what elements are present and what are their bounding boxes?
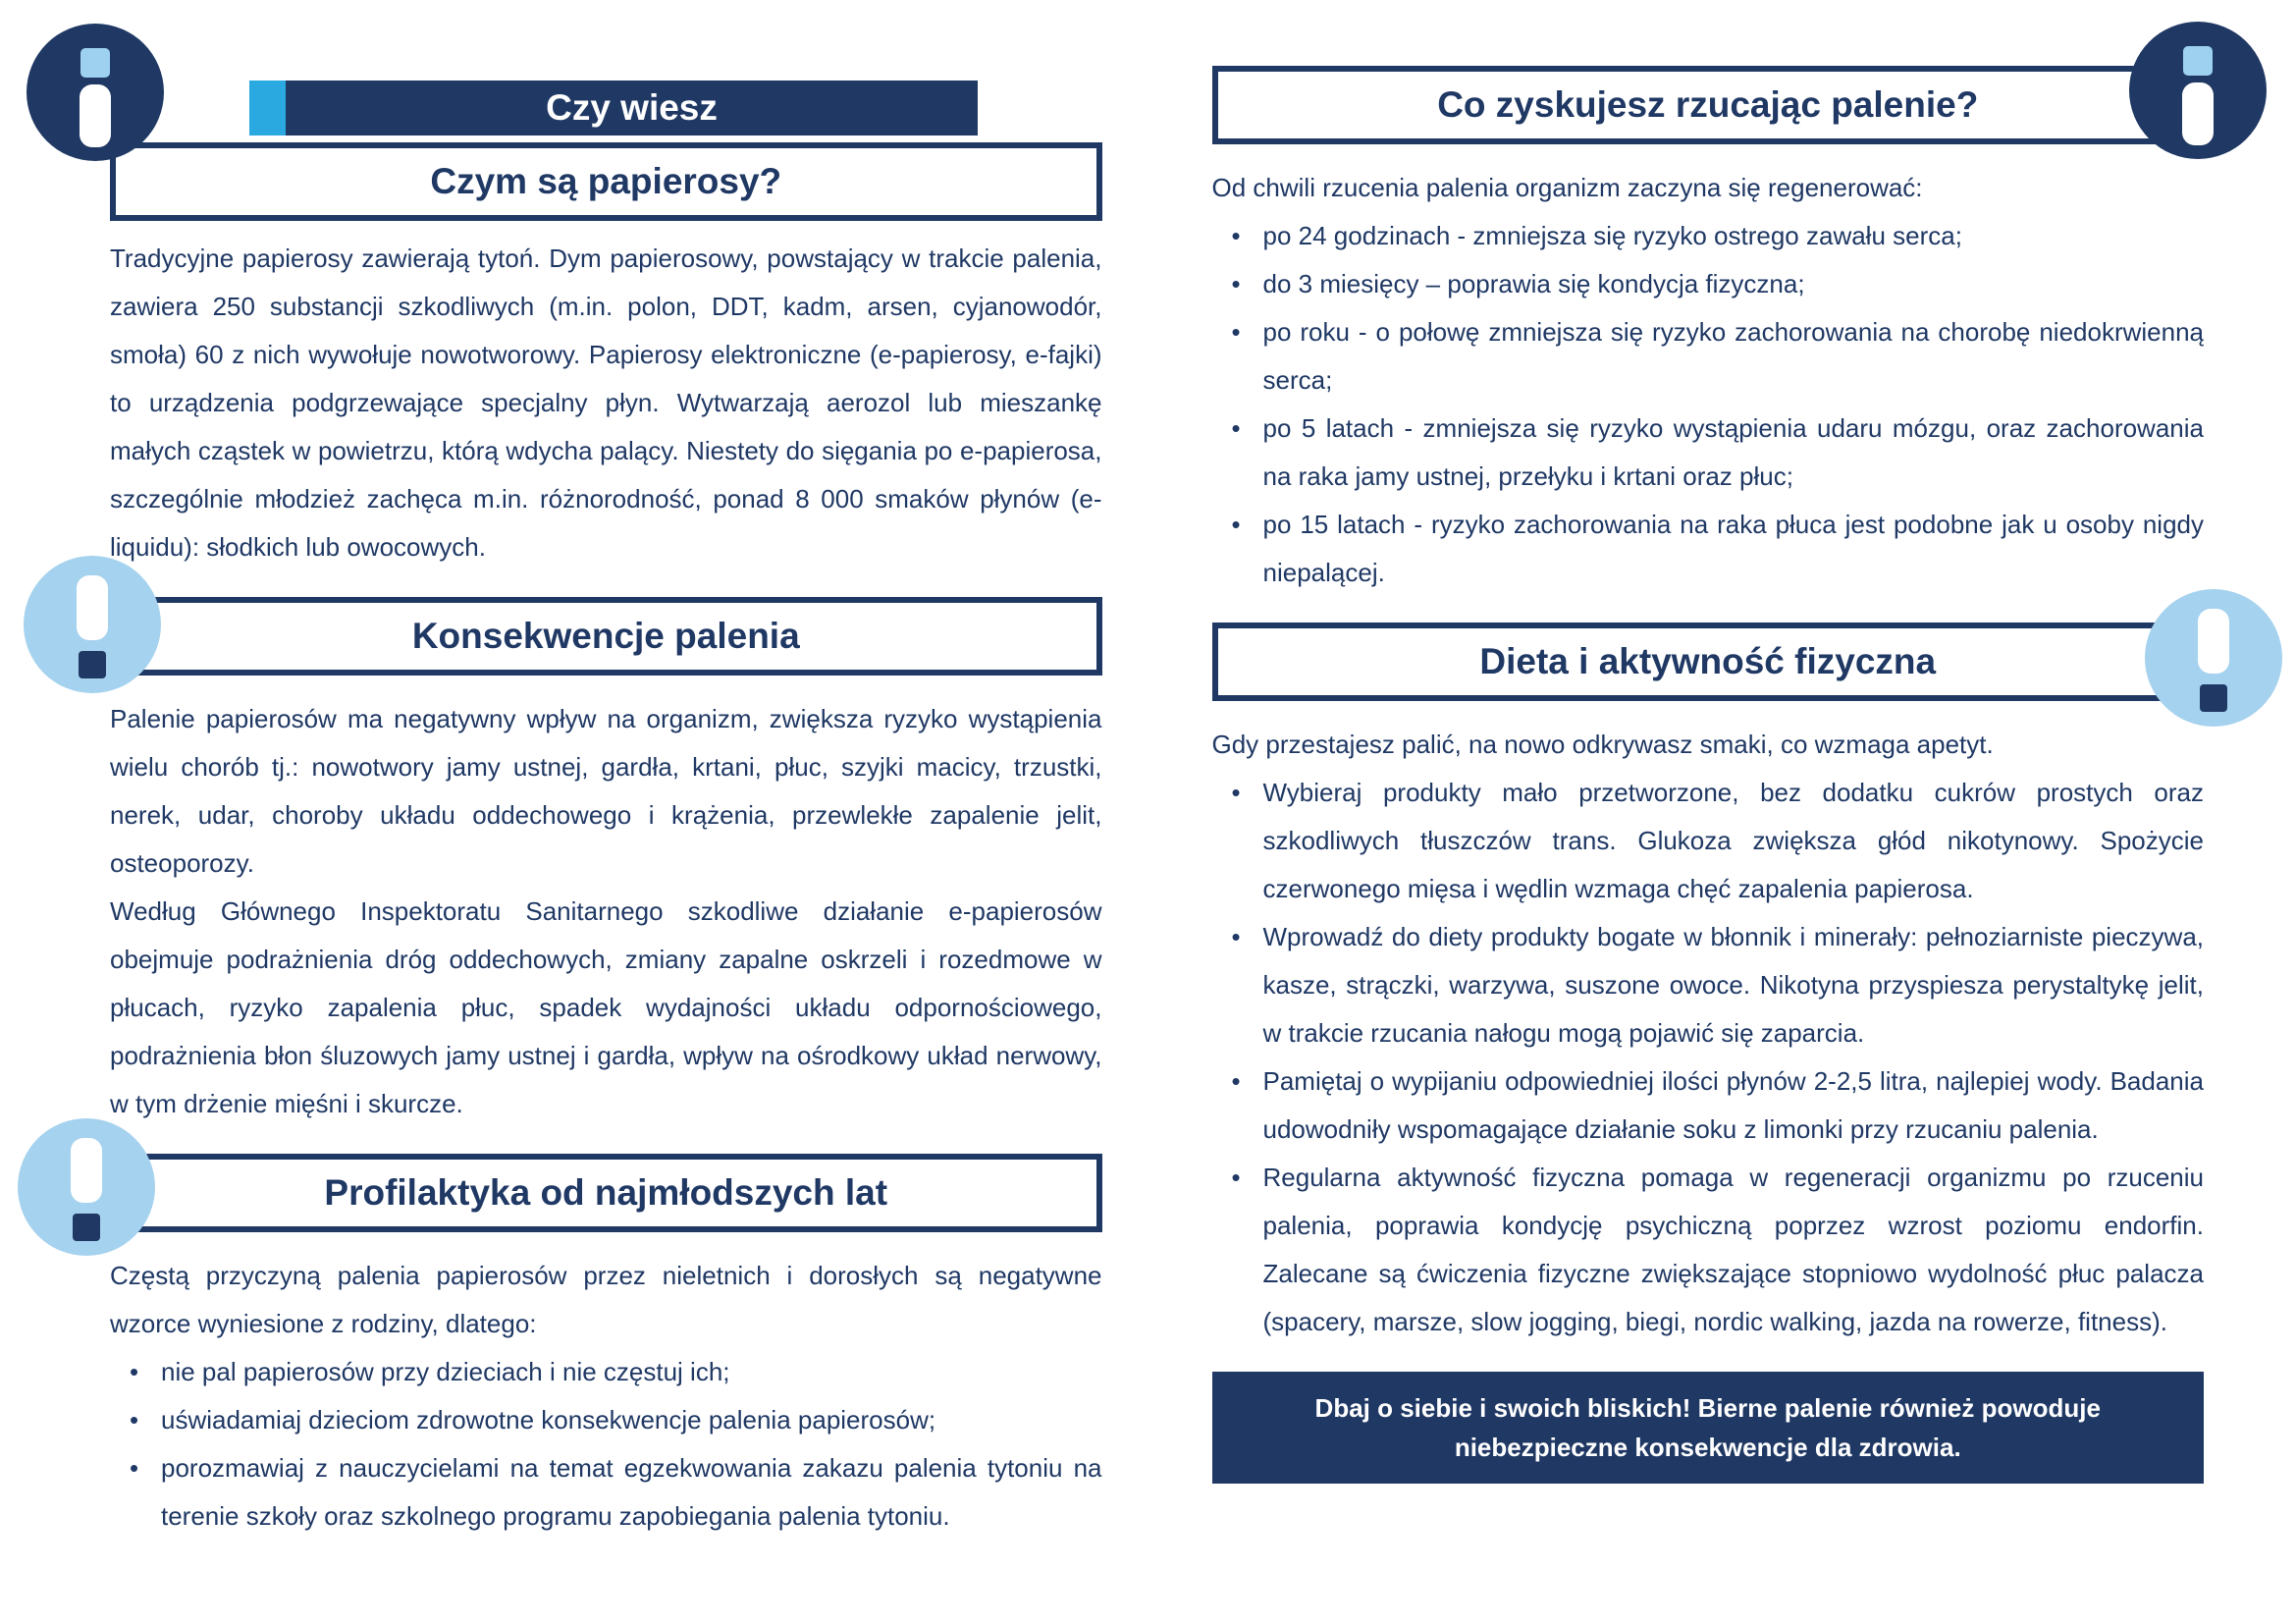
list-item: • Pamiętaj o wypijaniu odpowiedniej ilości płynów 2-2,5 litra, najlepiej wody. Badania udowodniły wspomagające działanie soku z limonki przy rzucaniu palenia. [1212, 1057, 2205, 1154]
paragraph-what-are-cigarettes: Tradycyjne papierosy zawierają tytoń. Dym papierosowy, powstający w trakcie palenia, zawiera 250 substancji szkodliwych (m.in. polon, DDT, kadm, arsen, cyjanowodór, smoła) 60 z nich wywołuje nowotworowy. Papierosy elektroniczne (e-papierosy, e-fajki) to urządzenia podgrzewające specjalny płyn. Wytwarzają aerozol lub mieszankę małych cząstek w powietrzu, którą wdycha palący. Niestety do sięgania po e-papierosa, szczególnie młodzież zachęca m.in. różnorodność, ponad 8 000 smaków płynów (e-liquidu): słodkich lub owocowych. [110, 244, 1102, 562]
paragraph-consequences-1: Palenie papierosów ma negatywny wpływ na organizm, zwiększa ryzyko wystąpienia wielu chorób tj.: nowotwory jamy ustnej, gardła, krtani, płuc, szyjki macicy, trzustki, nerek, udar, choroby układu oddechowego i krążenia, przewlekłe zapalenie jelit, osteoporozy. [110, 704, 1102, 878]
section-title-diet: Dieta i aktywność fizyczna [1212, 623, 2205, 701]
exclamation-icon-dot [73, 1214, 100, 1241]
list-item: • Wprowadź do diety produkty bogate w błonnik i minerały: pełnoziarniste pieczywa, kasze, strączki, warzywa, suszone owoce. Nikotyna przyspiesza perystaltykę jelit, w trakcie rzucania nałogu mogą pojawić się zaparcia. [1212, 913, 2205, 1057]
exclamation-icon-stem [2198, 609, 2229, 674]
left-column [110, 0, 1102, 1624]
exclamation-icon-stem [71, 1138, 102, 1203]
exclamation-icon-dot [2200, 684, 2227, 712]
info-icon-stem [80, 84, 111, 147]
right-column [1212, 0, 2205, 1624]
list-item: • Regularna aktywność fizyczna pomaga w regeneracji organizmu po rzuceniu palenia, poprawia kondycję psychiczną poprzez wzrost poziomu endorfin. Zalecane są ćwiczenia fizyczne zwiększające stopniowo wydolność płuc palacza (spacery, marsze, slow jogging, biegi, nordic walking, jazda na rowerze, fitness). [1212, 1154, 2205, 1346]
list-item: • nie pal papierosów przy dzieciach i nie częstuj ich; [110, 1348, 1102, 1396]
paragraph-benefits-intro: Od chwili rzucenia palenia organizm zaczyna się regenerować: [1211, 173, 1923, 202]
footer-warning: Dbaj o siebie i swoich bliskich! Bierne palenie również powoduje niebezpieczne konsekwencje dla zdrowia. [1212, 1372, 2205, 1484]
list-item: • do 3 miesięcy – poprawia się kondycja fizyczna; [1212, 260, 2205, 308]
list-item: • po 24 godzinach - zmniejsza się ryzyko ostrego zawału serca; [1212, 212, 2205, 260]
exclamation-icon-stem [77, 575, 108, 640]
kicker-accent-square [249, 81, 286, 135]
exclamation-icon [18, 1118, 155, 1256]
exclamation-icon [2145, 589, 2282, 727]
info-icon [27, 24, 164, 161]
paragraph-diet-intro: Gdy przestajesz palić, na nowo odkrywasz smaki, co wzmaga apetyt. [1211, 730, 1994, 759]
section-head-benefits [1212, 66, 2205, 144]
prevention-bullet-list [110, 1348, 1102, 1541]
section-title-consequences: Konsekwencje palenia [110, 597, 1102, 676]
info-icon-dot [80, 48, 110, 78]
list-item: • po 5 latach - zmniejsza się ryzyko wystąpienia udaru mózgu, oraz zachorowania na raka jamy ustnej, przełyku i krtani oraz płuc; [1212, 405, 2205, 501]
section-title-prevention: Profilaktyka od najmłodszych lat [110, 1154, 1102, 1232]
diet-bullet-list [1212, 769, 2205, 1346]
paragraph-prevention-intro: Częstą przyczyną palenia papierosów przez nieletnich i dorosłych są negatywne wzorce wyniesione z rodziny, dlatego: [110, 1261, 1102, 1338]
kicker-title: Czy wiesz [286, 81, 978, 135]
lead-header [110, 81, 1102, 221]
paragraph-consequences-2: Według Głównego Inspektoratu Sanitarnego szkodliwe działanie e-papierosów obejmuje podrażnienia dróg oddechowych, zmiany zapalne oskrzeli i rozedmowe w płucach, ryzyko zapalenia płuc, spadek wydajności układu odpornościowego, podrażnienia błon śluzowych jamy ustnej i gardła, wpływ na ośrodkowy układ nerwowy, w tym drżenie mięśni i skurcze. [110, 896, 1102, 1118]
section-head-consequences [110, 597, 1102, 676]
info-icon-stem [2182, 82, 2214, 145]
section-title-benefits: Co zyskujesz rzucając palenie? [1212, 66, 2205, 144]
list-item: • porozmawiaj z nauczycielami na temat egzekwowania zakazu palenia tytoniu na terenie szkoły oraz szkolnego programu zapobiegania palenia tytoniu. [110, 1444, 1102, 1541]
section-head-prevention [110, 1154, 1102, 1232]
kicker-bar [249, 81, 978, 135]
list-item: • po roku - o połowę zmniejsza się ryzyko zachorowania na chorobę niedokrwienną serca; [1212, 308, 2205, 405]
exclamation-icon-dot [79, 651, 106, 678]
list-item: • Wybieraj produkty mało przetworzone, bez dodatku cukrów prostych oraz szkodliwych tłuszczów trans. Glukoza zwiększa głód nikotynowy. Spożycie czerwonego mięsa i wędlin wzmaga chęć zapalenia papierosa. [1212, 769, 2205, 913]
section-title-what-are-cigarettes: Czym są papierosy? [110, 142, 1102, 221]
info-icon [2129, 22, 2267, 159]
list-item: • po 15 latach - ryzyko zachorowania na raka płuca jest podobne jak u osoby nigdy niepalącej. [1212, 501, 2205, 597]
list-item: • uświadamiaj dzieciom zdrowotne konsekwencje palenia papierosów; [110, 1396, 1102, 1444]
exclamation-icon [24, 556, 161, 693]
benefits-bullet-list [1212, 212, 2205, 597]
info-icon-dot [2183, 46, 2213, 76]
section-head-diet [1212, 623, 2205, 701]
